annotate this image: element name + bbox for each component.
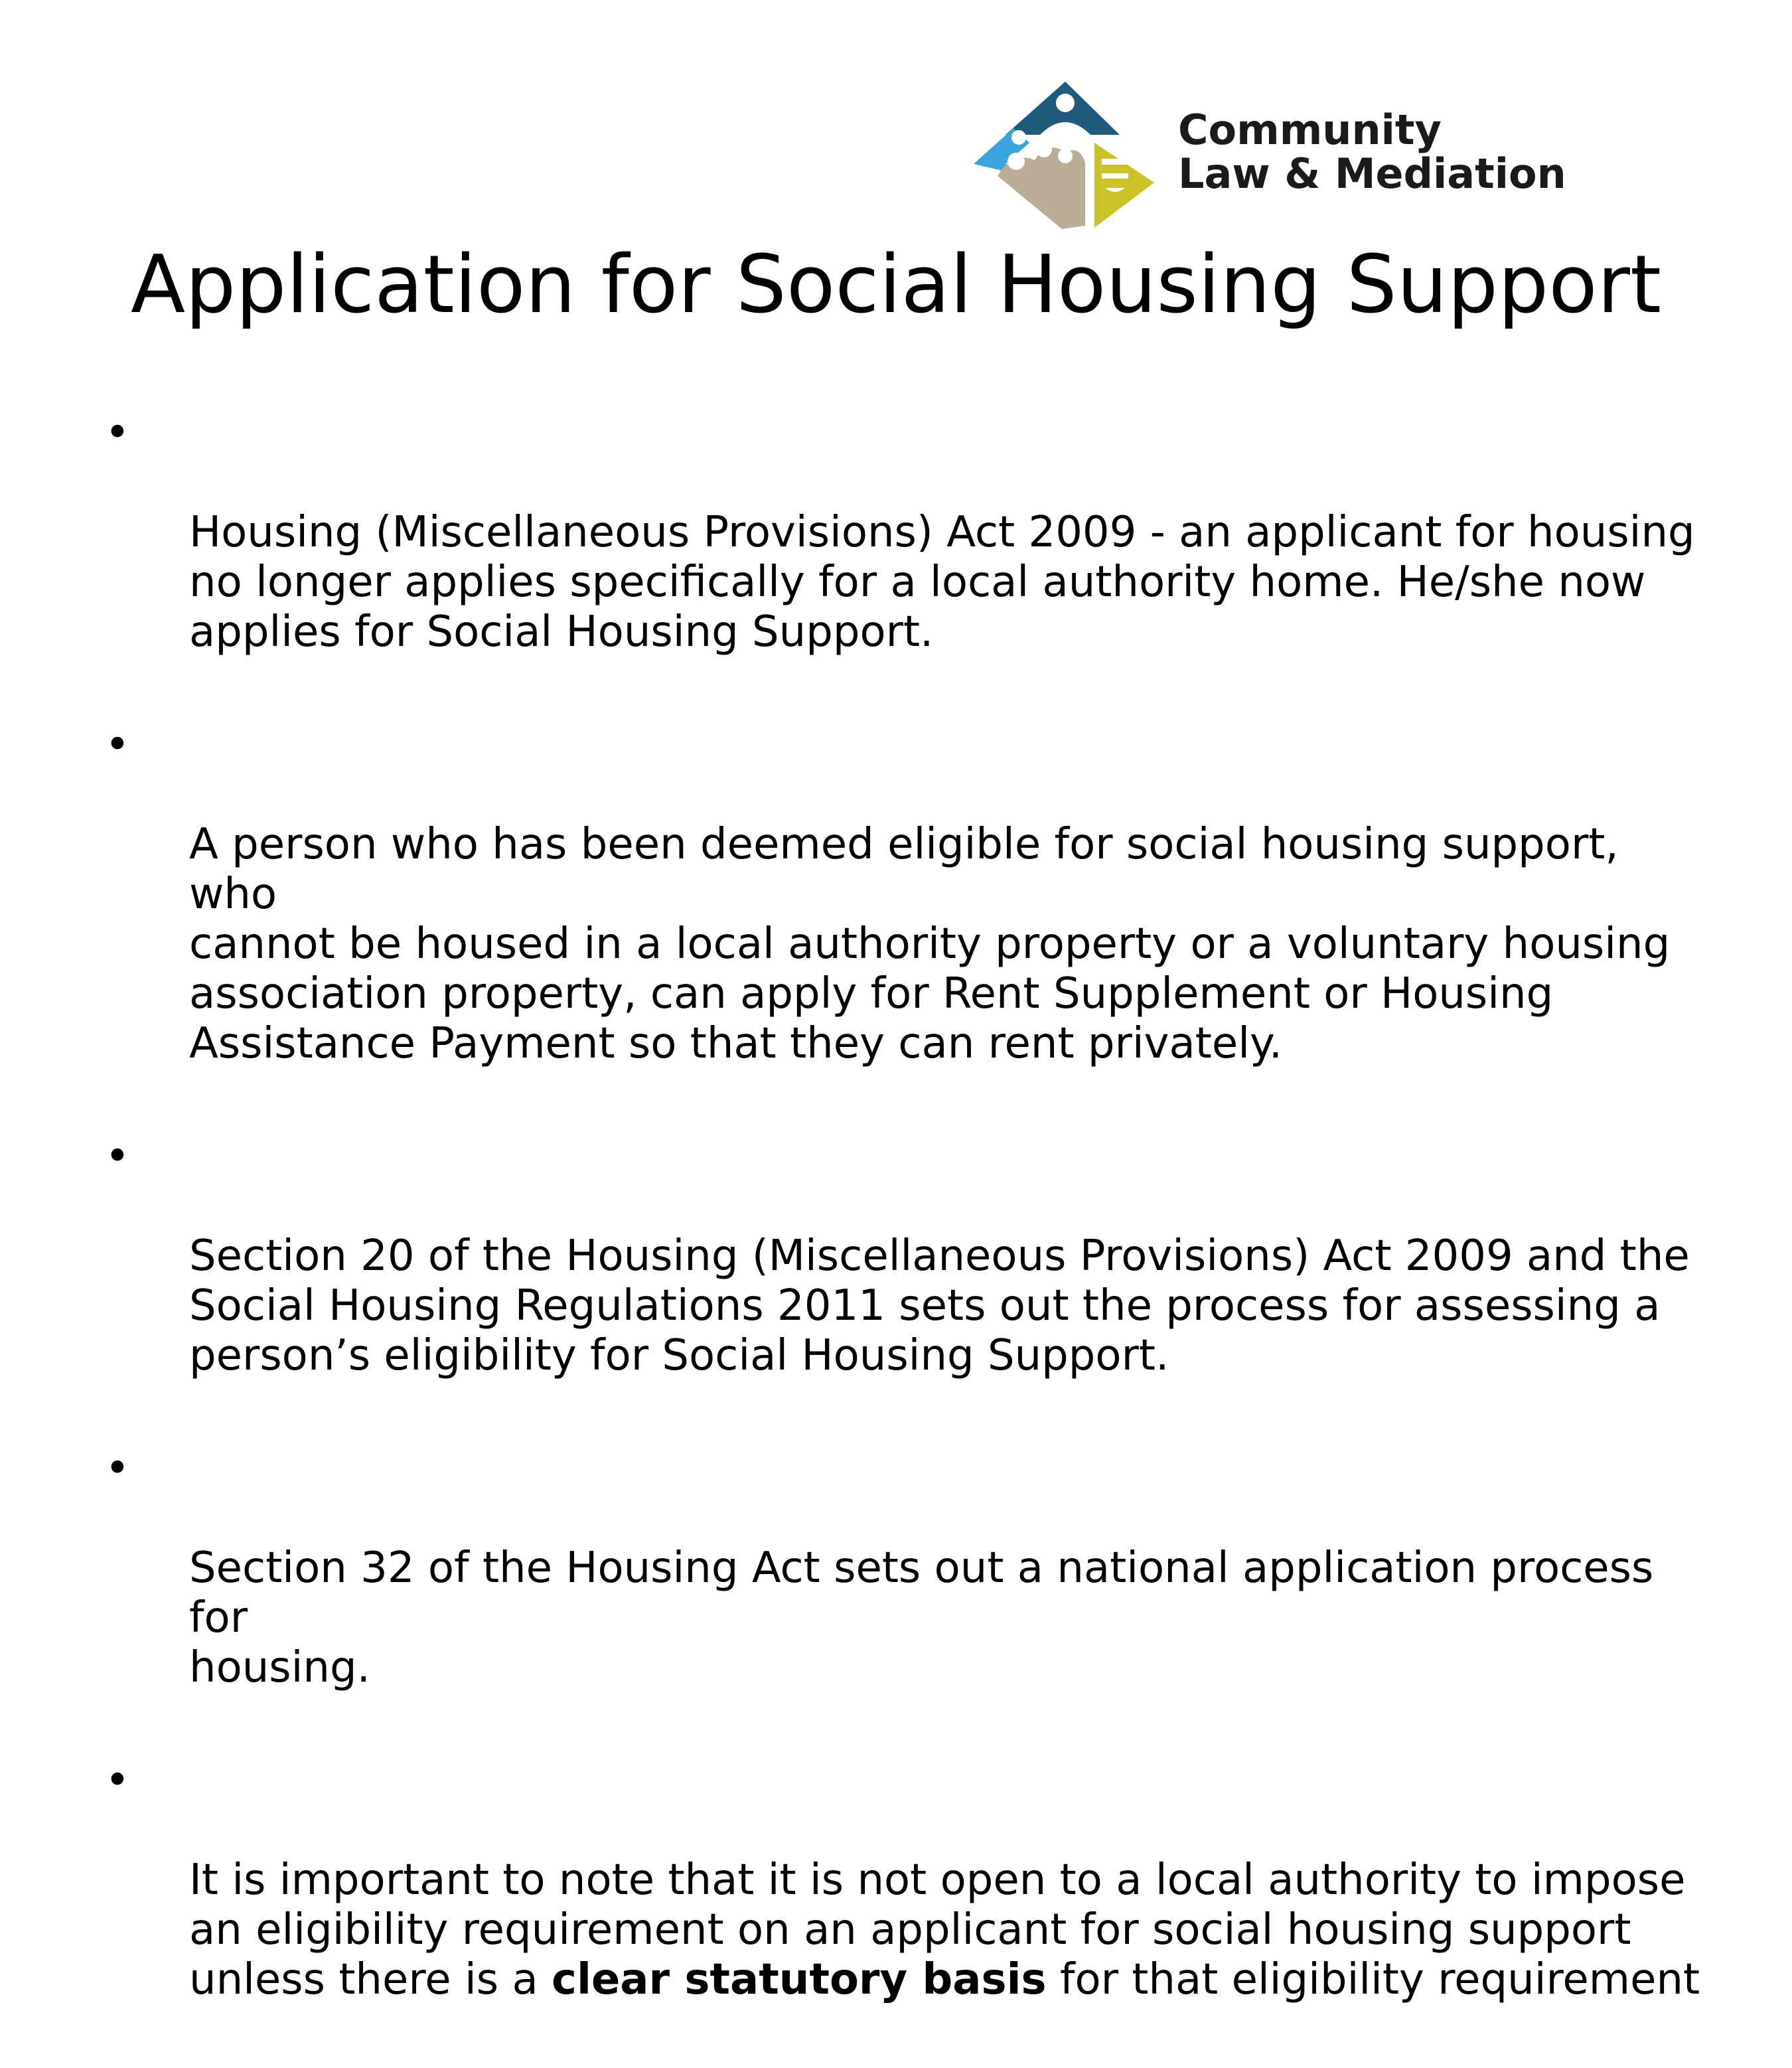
bullet-item	[100, 1756, 1706, 2055]
bullet-text: Housing (Miscellaneous Provisions) Act 2009 - an applicant for housing no longer applies specifically for a local authority home. He/she now applies for Social Housing Support.	[189, 508, 1695, 657]
bullet-marker: •	[105, 408, 130, 457]
bullet-text: Section 32 of the Housing Act sets out a national application process for housing.	[189, 1544, 1654, 1692]
bullet-item	[100, 1132, 1706, 1431]
logo-mark-icon	[966, 76, 1165, 236]
bullet-item	[100, 1444, 1706, 1743]
bullet-marker: •	[105, 720, 130, 769]
bullet-item	[100, 408, 1706, 707]
bullet-text-before: It is important to note that it is not open to a local authority to impose an eligibility requirement on an applicant for social housing support unless there is a	[189, 1856, 1686, 2004]
logo-wordmark	[1178, 108, 1566, 196]
slide-title: Application for Social Housing Support	[130, 239, 1661, 331]
bullet-text	[189, 1856, 1706, 2005]
bullet-text-after: for that eligibility requirement	[1046, 1955, 1700, 2004]
bullet-item	[100, 720, 1706, 1119]
bullet-marker: •	[105, 1132, 130, 1181]
organisation-logo	[966, 76, 1566, 236]
logo-line-2: Law & Mediation	[1178, 149, 1566, 198]
bullet-list	[100, 408, 1706, 2068]
emphasised-phrase: clear statutory basis	[552, 1955, 1047, 2004]
bullet-text: Section 20 of the Housing (Miscellaneous Provisions) Act 2009 and the Social Housing Regulations 2011 sets out the process for assessing a person’s eligibility for Social Housing Support.	[189, 1232, 1690, 1380]
bullet-marker: •	[105, 1444, 130, 1493]
logo-line-1: Community	[1178, 106, 1442, 154]
bullet-text: A person who has been deemed eligible for social housing support, who cannot be housed in a local authority property or a voluntary housing association property, can apply for Rent Supplement or Housing Assistance Payment so that they can rent privately.	[189, 820, 1671, 1068]
bullet-marker: •	[105, 1756, 130, 1805]
